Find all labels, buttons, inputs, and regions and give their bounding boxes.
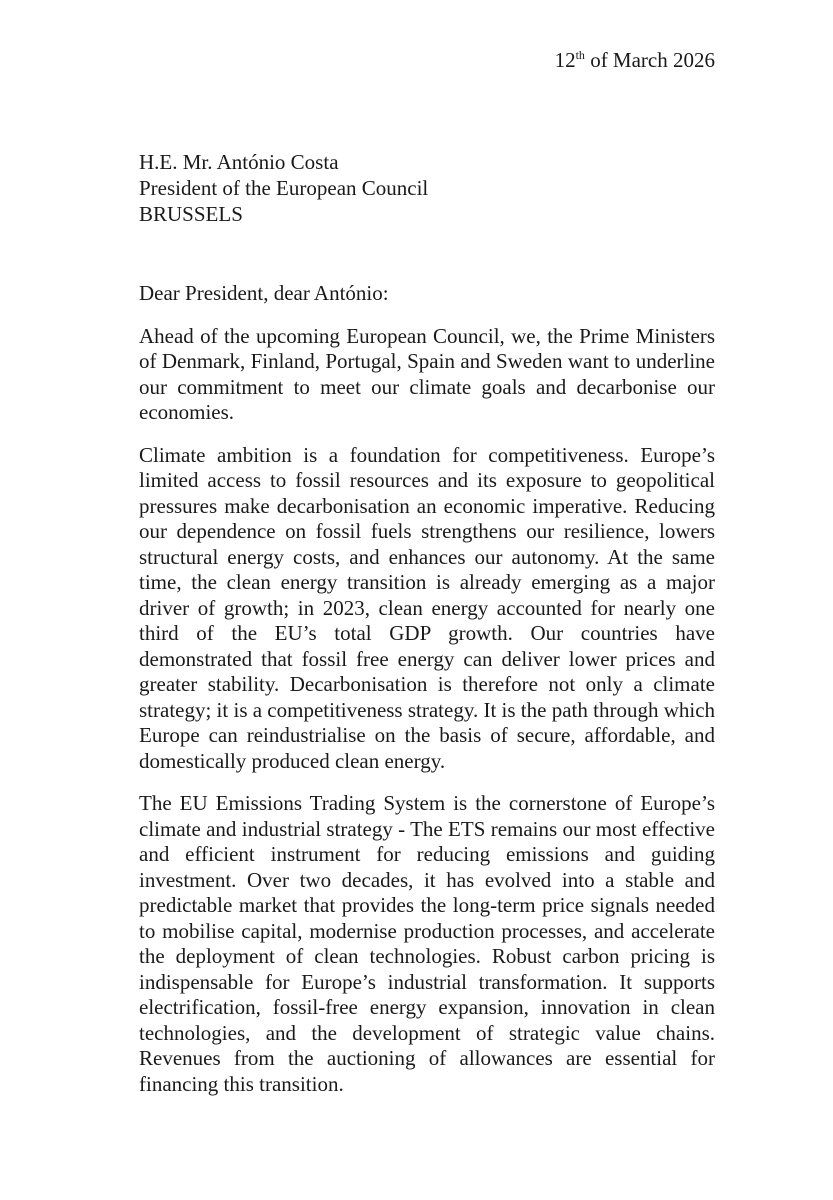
salutation: Dear President, dear António: bbox=[139, 281, 389, 305]
letter-date bbox=[555, 47, 715, 73]
paragraph-emissions-trading: The EU Emissions Trading System is the cornerstone of Europe’s climate and industrial strategy - The ETS remains our most effective and efficient instrument for reducing emissions and guiding investment. Over two decades, it has evolved into a stable and predictable market that provides the long-term price signals needed to mobilise capital, modernise production processes, and accelerate the deployment of clean technologies. Robust carbon pricing is indispensable for Europe’s industrial transformation. It supports electrification, fossil-free energy expansion, innovation in clean technologies, and the development of strategic value chains. Revenues from the auctioning of allowances are essential for financing this transition. bbox=[139, 791, 715, 1096]
paragraph-climate-ambition: Climate ambition is a foundation for competitiveness. Europe’s limited access to fossil resources and its exposure to geopolitical pressures make decarbonisation an economic imperative. Reducing our dependence on fossil fuels strengthens our resilience, lowers structural energy costs, and enhances our autonomy. At the same time, the clean energy transition is already emerging as a major driver of growth; in 2023, clean energy accounted for nearly one third of the EU’s total GDP growth. Our countries have demonstrated that fossil free energy can deliver lower prices and greater stability. Decarbonisation is therefore not only a climate strategy; it is a competitiveness strategy. It is the path through which Europe can reindustrialise on the basis of secure, affordable, and domestically produced clean energy. bbox=[139, 442, 716, 773]
letter-body bbox=[139, 281, 715, 1114]
date-ordinal-suffix: th bbox=[575, 48, 585, 62]
date-month-year: of March 2026 bbox=[584, 48, 715, 72]
paragraph-intro: Ahead of the upcoming European Council, we, the Prime Ministers of Denmark, Finland, Portugal, Spain and Sweden want to underline our commitment to meet our climate goals and decarbonise our economies. bbox=[139, 323, 715, 424]
addressee-title: President of the European Council bbox=[139, 176, 429, 200]
date-day: 12 bbox=[554, 48, 576, 72]
addressee-name: H.E. Mr. António Costa bbox=[139, 150, 339, 174]
addressee-city: BRUSSELS bbox=[139, 202, 243, 226]
addressee-block bbox=[139, 149, 719, 227]
